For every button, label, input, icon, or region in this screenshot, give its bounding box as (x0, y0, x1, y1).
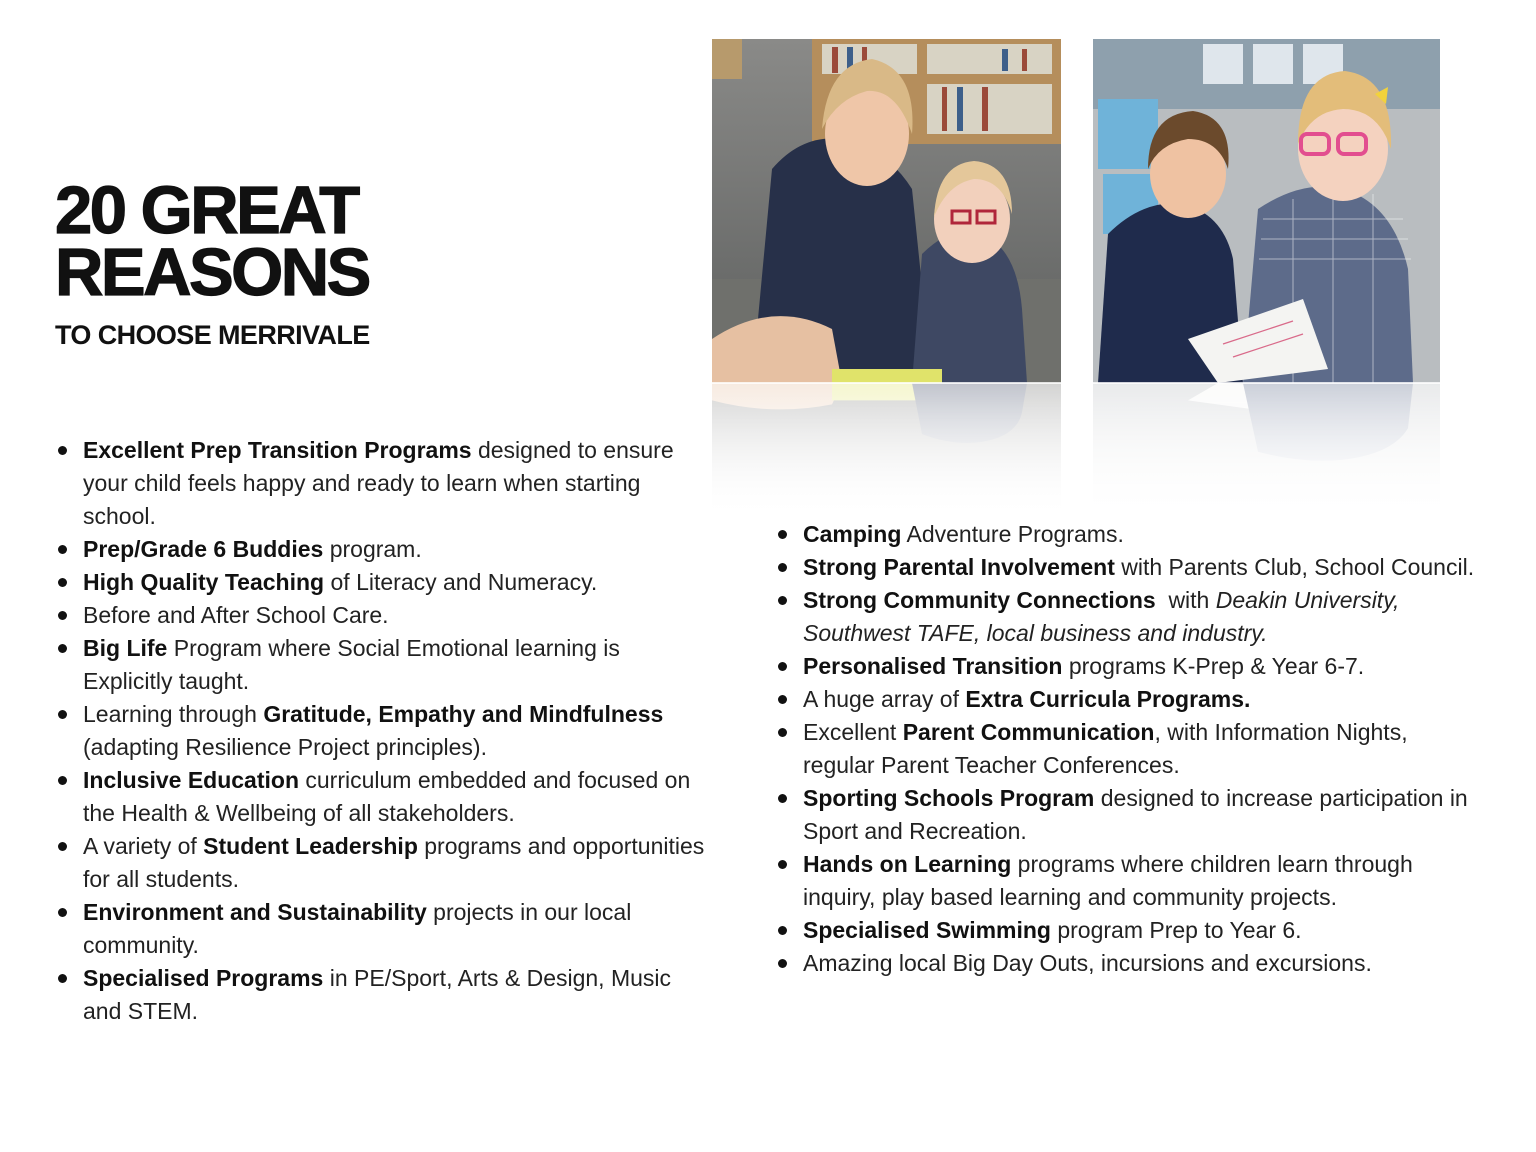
list-item: Strong Community Connections with Deakin University, Southwest TAFE, local business and industry. (775, 584, 1475, 650)
list-item: Amazing local Big Day Outs, incursions and excursions. (775, 947, 1475, 980)
list-item: A huge array of Extra Curricula Programs. (775, 683, 1475, 716)
list-item: High Quality Teaching of Literacy and Numeracy. (55, 566, 705, 599)
list-item: Big Life Program where Social Emotional learning is Explicitly taught. (55, 632, 705, 698)
page-subtitle: TO CHOOSE MERRIVALE (55, 320, 370, 350)
list-item: Excellent Parent Communication, with Information Nights, regular Parent Teacher Conferences. (775, 716, 1475, 782)
reasons-list-left (55, 434, 705, 1028)
title-line-1: 20 GREAT (55, 173, 358, 248)
photo-students-reading (712, 39, 1061, 519)
list-item: Strong Parental Involvement with Parents Club, School Council. (775, 551, 1475, 584)
list-item: Before and After School Care. (55, 599, 705, 632)
photo-children-book-icon (1093, 39, 1440, 383)
list-item: Specialised Swimming program Prep to Year 6. (775, 914, 1475, 947)
title-line-2: REASONS (55, 235, 369, 310)
list-item: Excellent Prep Transition Programs designed to ensure your child feels happy and ready to learn when starting school. (55, 434, 705, 533)
list-item: Camping Adventure Programs. (775, 518, 1475, 551)
list-item: Sporting Schools Program designed to increase participation in Sport and Recreation. (775, 782, 1475, 848)
photo-students-reading-icon (712, 39, 1061, 383)
list-item: Prep/Grade 6 Buddies program. (55, 533, 705, 566)
list-item: Environment and Sustainability projects in our local community. (55, 896, 705, 962)
page-title (55, 173, 475, 310)
photo-children-book (1093, 39, 1440, 519)
list-item: Inclusive Education curriculum embedded and focused on the Health & Wellbeing of all stakeholders. (55, 764, 705, 830)
list-item: Hands on Learning programs where children learn through inquiry, play based learning and community projects. (775, 848, 1475, 914)
list-item: Learning through Gratitude, Empathy and Mindfulness (adapting Resilience Project principles). (55, 698, 705, 764)
reasons-list-right (775, 518, 1475, 980)
list-item: A variety of Student Leadership programs and opportunities for all students. (55, 830, 705, 896)
list-item: Specialised Programs in PE/Sport, Arts & Design, Music and STEM. (55, 962, 705, 1028)
page-heading (55, 173, 475, 351)
list-item: Personalised Transition programs K-Prep & Year 6-7. (775, 650, 1475, 683)
